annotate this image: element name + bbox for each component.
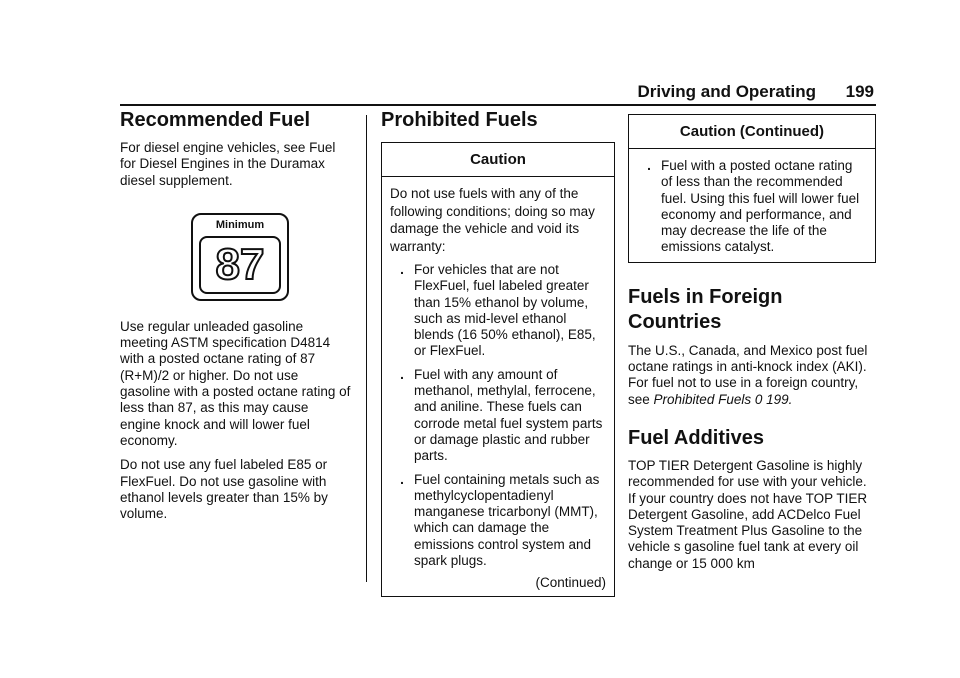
sign-label: Minimum: [215, 218, 265, 231]
column-prohibited-fuels: [381, 108, 615, 597]
heading-recommended-fuel: Recommended Fuel: [120, 109, 311, 131]
paragraph-octane: Use regular unleaded gasoline meeting ASTM specification D4814 with a posted octane rating of 87 (R+M)/2 or higher. Do not use gasoline with a posted octane rating of less than 87, as this may cause engine knock and will lower fuel economy.: [120, 318, 351, 448]
heading-fuels-foreign: Fuels in Foreign Countries: [628, 285, 783, 333]
paragraph-e85: Do not use any fuel labeled E85 or FlexFuel. Do not use gasoline with ethanol levels greater than 15% by volume.: [120, 457, 328, 522]
bullet-mark: .: [400, 366, 404, 382]
octane-minimum-sign: [191, 213, 289, 301]
caution-intro: Do not use fuels with any of the following conditions; doing so may damage the vehicle and void its warranty:: [390, 186, 595, 254]
paragraph-additives: TOP TIER Detergent Gasoline is highly recommended for use with your vehicle. If your country does not have TOP TIER Detergent Gasoline, add ACDelco Fuel System Treatment Plus Gasoline to the vehicle s gasoline fuel tank at every oil change or 15 000 km: [628, 457, 868, 571]
continued-label: (Continued): [535, 575, 606, 591]
list-item: . For vehicles that are not FlexFuel, fuel labeled greater than 15% ethanol by volume, such as mid-level ethanol blends (16 50% ethanol), E85, or FlexFuel.: [390, 262, 606, 360]
bullet-mark: .: [400, 471, 404, 487]
heading-fuel-additives: Fuel Additives: [628, 426, 764, 449]
caution-box: [381, 142, 615, 597]
caution-continued-title: Caution (Continued): [629, 115, 875, 149]
heading-prohibited-fuels: Prohibited Fuels: [381, 109, 538, 131]
page-reference[interactable]: 0 199.: [751, 391, 793, 407]
intro-paragraph: For diesel engine vehicles, see Fuel for Diesel Engines in the Duramax diesel supplement.: [120, 140, 336, 188]
column-divider: [366, 115, 367, 582]
bullet-mark: .: [400, 262, 404, 277]
list-item: . Fuel with a posted octane rating of less than the recommended fuel. Using this fuel will lower fuel economy and performance, and may decrease the life of the emissions catalyst.: [637, 158, 867, 256]
page-header: [120, 82, 876, 106]
section-title: Driving and Operating: [637, 82, 816, 101]
column-recommended-fuel: [120, 108, 352, 522]
bullet-mark: .: [647, 158, 651, 173]
column-foreign-additives: [628, 114, 876, 572]
list-item: . Fuel with any amount of methanol, methylal, ferrocene, and aniline. These fuels can corrode metal fuel system parts or damage plastic and rubber parts.: [390, 367, 606, 465]
sign-octane-number: 87: [215, 239, 265, 289]
caution-title: Caution: [382, 143, 614, 177]
page-number: 199: [845, 82, 874, 101]
paragraph-foreign: The U.S., Canada, and Mexico post fuel octane ratings in anti-knock index (AKI). For fuel not to use in a foreign country, see Prohibited Fuels 0 199.: [628, 342, 868, 407]
list-item: . Fuel containing metals such as methylcyclopentadienyl manganese tricarbonyl (MMT), which can damage the emissions control system and spark plugs.: [390, 472, 606, 570]
link-prohibited-fuels[interactable]: Prohibited Fuels: [653, 391, 752, 407]
caution-continued-box: [628, 114, 876, 263]
